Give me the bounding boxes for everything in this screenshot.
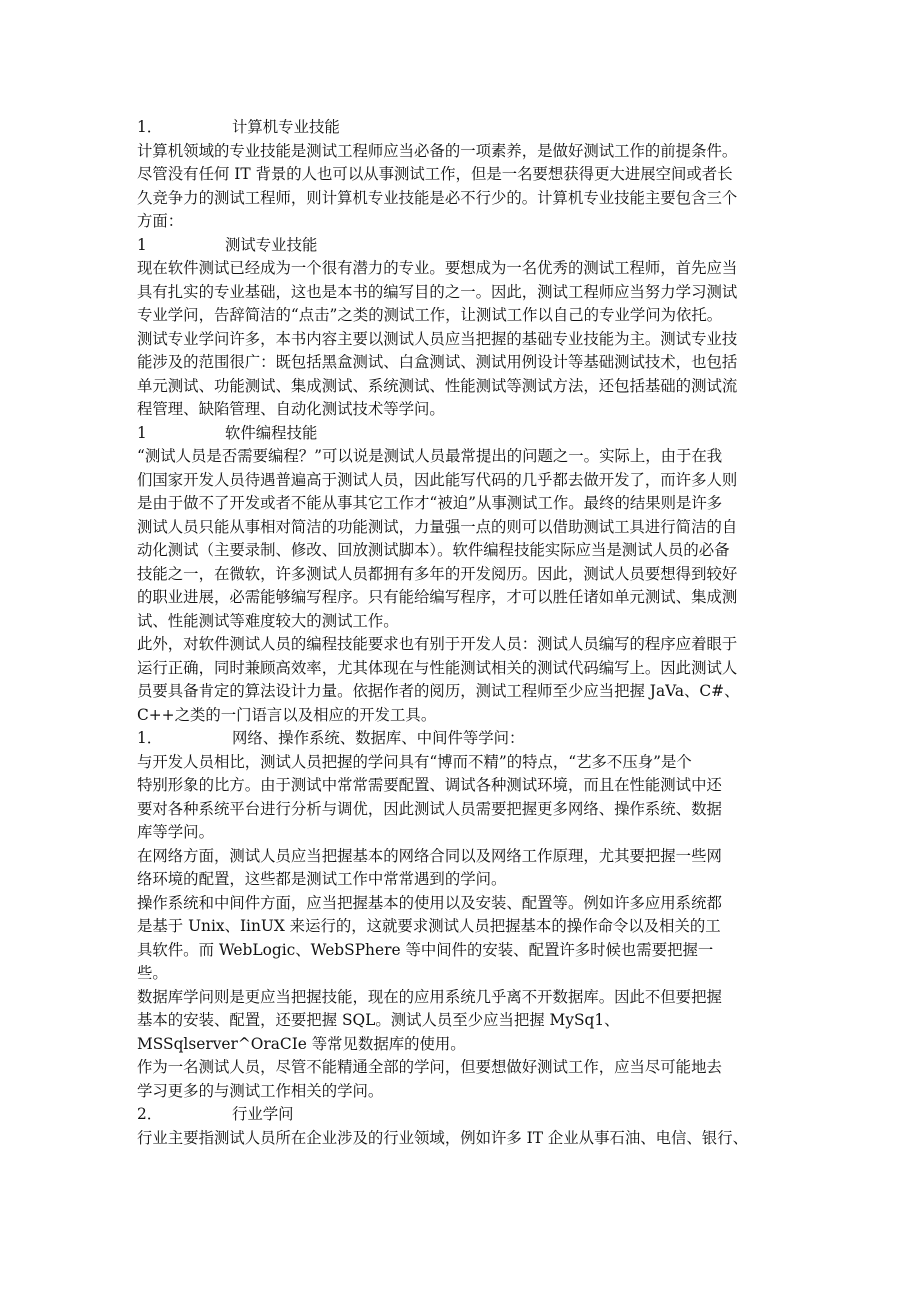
body-text-line: 计算机领域的专业技能是测试工程师应当必备的一项素养，是做好测试工作的前提条件。 [137, 141, 738, 160]
body-text-line: 库等学问。 [137, 823, 214, 841]
section-heading [137, 116, 805, 140]
body-text-line: 技能之一，在微软，许多测试人员都拥有多年的开发阅历。因此，测试人员要想得到较好 [137, 564, 738, 583]
heading-title: 行业学问 [232, 1105, 294, 1123]
body-text-line: 特别形象的比方。由于测试中常常需要配置、调试各种测试环境，而且在性能测试中还 [137, 776, 722, 794]
section-heading [137, 727, 805, 751]
body-text-line: 是由于做不了开发或者不能从事其它工作才“被迫”从事测试工作。最终的结果则是许多 [137, 494, 723, 512]
document-body [137, 116, 805, 1150]
body-text-line: 是基于 Unix、IinUX 来运行的，这就要求测试人员把握基本的操作命令以及相关的工 [137, 917, 721, 935]
heading-title: 软件编程技能 [225, 423, 318, 442]
body-text-line: 要对各种系统平台进行分析与调优，因此测试人员需要把握更多网络、操作系统、数据 [137, 799, 722, 818]
heading-number: 1． [137, 118, 163, 136]
section-heading [137, 234, 805, 258]
section-heading [137, 1103, 805, 1127]
body-text-line: 试、性能测试等难度较大的测试工作。 [137, 611, 399, 630]
body-text-line: 单元测试、功能测试、集成测试、系统测试、性能测试等测试方法，还包括基础的测试流 [137, 376, 738, 395]
body-text-line: C++之类的一门语言以及相应的开发工具。 [137, 705, 437, 724]
section-heading [137, 422, 805, 446]
body-text-line: 能涉及的范围很广：既包括黑盒测试、白盒测试、测试用例设计等基础测试技术，也包括 [137, 353, 738, 371]
body-text-line: 动化测试（主要录制、修改、回放测试脚本）。软件编程技能实际应当是测试人员的必备 [137, 541, 730, 559]
heading-number: 1． [137, 729, 163, 747]
body-text-line: 测试人员只能从事相对简洁的功能测试，力量强一点的则可以借助测试工具进行简洁的自 [137, 517, 738, 536]
body-text-line: 尽管没有任何 IT 背景的人也可以从事测试工作，但是一名要想获得更大进展空间或者长 [137, 165, 733, 183]
body-text-line: 数据库学问则是更应当把握技能，现在的应用系统几乎离不开数据库。因此不但要把握 [137, 987, 722, 1006]
body-text-line: 方面： [137, 212, 184, 230]
body-text-line: 与开发人员相比，测试人员把握的学问具有“博而不精”的特点，“艺多不压身”是个 [137, 752, 692, 771]
body-text-line: 的职业进展，必需能够编写程序。只有能给编写程序，才可以胜任诸如单元测试、集成测 [137, 588, 738, 606]
body-text-line: 具软件。而 WebLogic、WebSPhere 等中间件的安装、配置许多时候也需要把握一 [137, 940, 714, 959]
body-text-line: 基本的安装、配置，还要把握 SQL。测试人员至少应当把握 MySq1、 [137, 1011, 620, 1029]
body-text-line: 作为一名测试人员，尽管不能精通全部的学问，但要想做好测试工作，应当尽可能地去 [137, 1058, 722, 1076]
body-text-line: 现在软件测试已经成为一个很有潜力的专业。要想成为一名优秀的测试工程师，首先应当 [137, 259, 738, 277]
body-text-line: 在网络方面，测试人员应当把握基本的网络合同以及网络工作原理，尤其要把握一些网 [137, 846, 722, 865]
body-text-line: 学习更多的与测试工作相关的学问。 [137, 1081, 384, 1100]
body-text-line: 测试专业学问许多，本书内容主要以测试人员应当把握的基础专业技能为主。测试专业技 [137, 329, 738, 348]
body-text-line: 此外，对软件测试人员的编程技能要求也有别于开发人员：测试人员编写的程序应着眼于 [137, 635, 738, 653]
body-text-line: MSSqlserver^OraCIe 等常见数据库的使用。 [137, 1034, 466, 1053]
body-text-line: 员要具备肯定的算法设计力量。依据作者的阅历，测试工程师至少应当把握 JaVa、C#、 [137, 682, 740, 700]
heading-number: 1 [137, 423, 147, 442]
body-text-line: 行业主要指测试人员所在企业涉及的行业领域，例如许多 IT 企业从事石油、电信、银行、 [137, 1128, 748, 1147]
body-text-line: 运行正确，同时兼顾高效率，尤其体现在与性能测试相关的测试代码编写上。因此测试人 [137, 658, 738, 677]
body-text-line: 久竞争力的测试工程师，则计算机专业技能是必不行少的。计算机专业技能主要包含三个 [137, 188, 738, 207]
body-text-line: 络环境的配置，这些都是测试工作中常常遇到的学问。 [137, 870, 507, 888]
body-text-line: “测试人员是否需要编程？”可以说是测试人员最常提出的问题之一。实际上，由于在我 [137, 447, 723, 465]
heading-title: 测试专业技能 [225, 235, 318, 254]
body-text-line: 专业学问，告辞简洁的“点击”之类的测试工作，让测试工作以自己的专业学问为依托。 [137, 306, 723, 324]
heading-title: 计算机专业技能 [232, 118, 340, 136]
body-text-line: 具有扎实的专业基础，这也是本书的编写目的之一。因此，测试工程师应当努力学习测试 [137, 282, 738, 301]
body-text-line: 些。 [137, 964, 168, 982]
heading-number: 1 [137, 235, 147, 254]
heading-number: 2． [137, 1105, 163, 1123]
heading-title: 网络、操作系统、数据库、中间件等学问： [232, 729, 525, 747]
body-text-line: 程管理、缺陷管理、自动化测试技术等学问。 [137, 400, 445, 418]
body-text-line: 们国家开发人员待遇普遍高于测试人员，因此能写代码的几乎都去做开发了，而许多人则 [137, 470, 738, 489]
body-text-line: 操作系统和中间件方面，应当把握基本的使用以及安装、配置等。例如许多应用系统都 [137, 893, 722, 912]
